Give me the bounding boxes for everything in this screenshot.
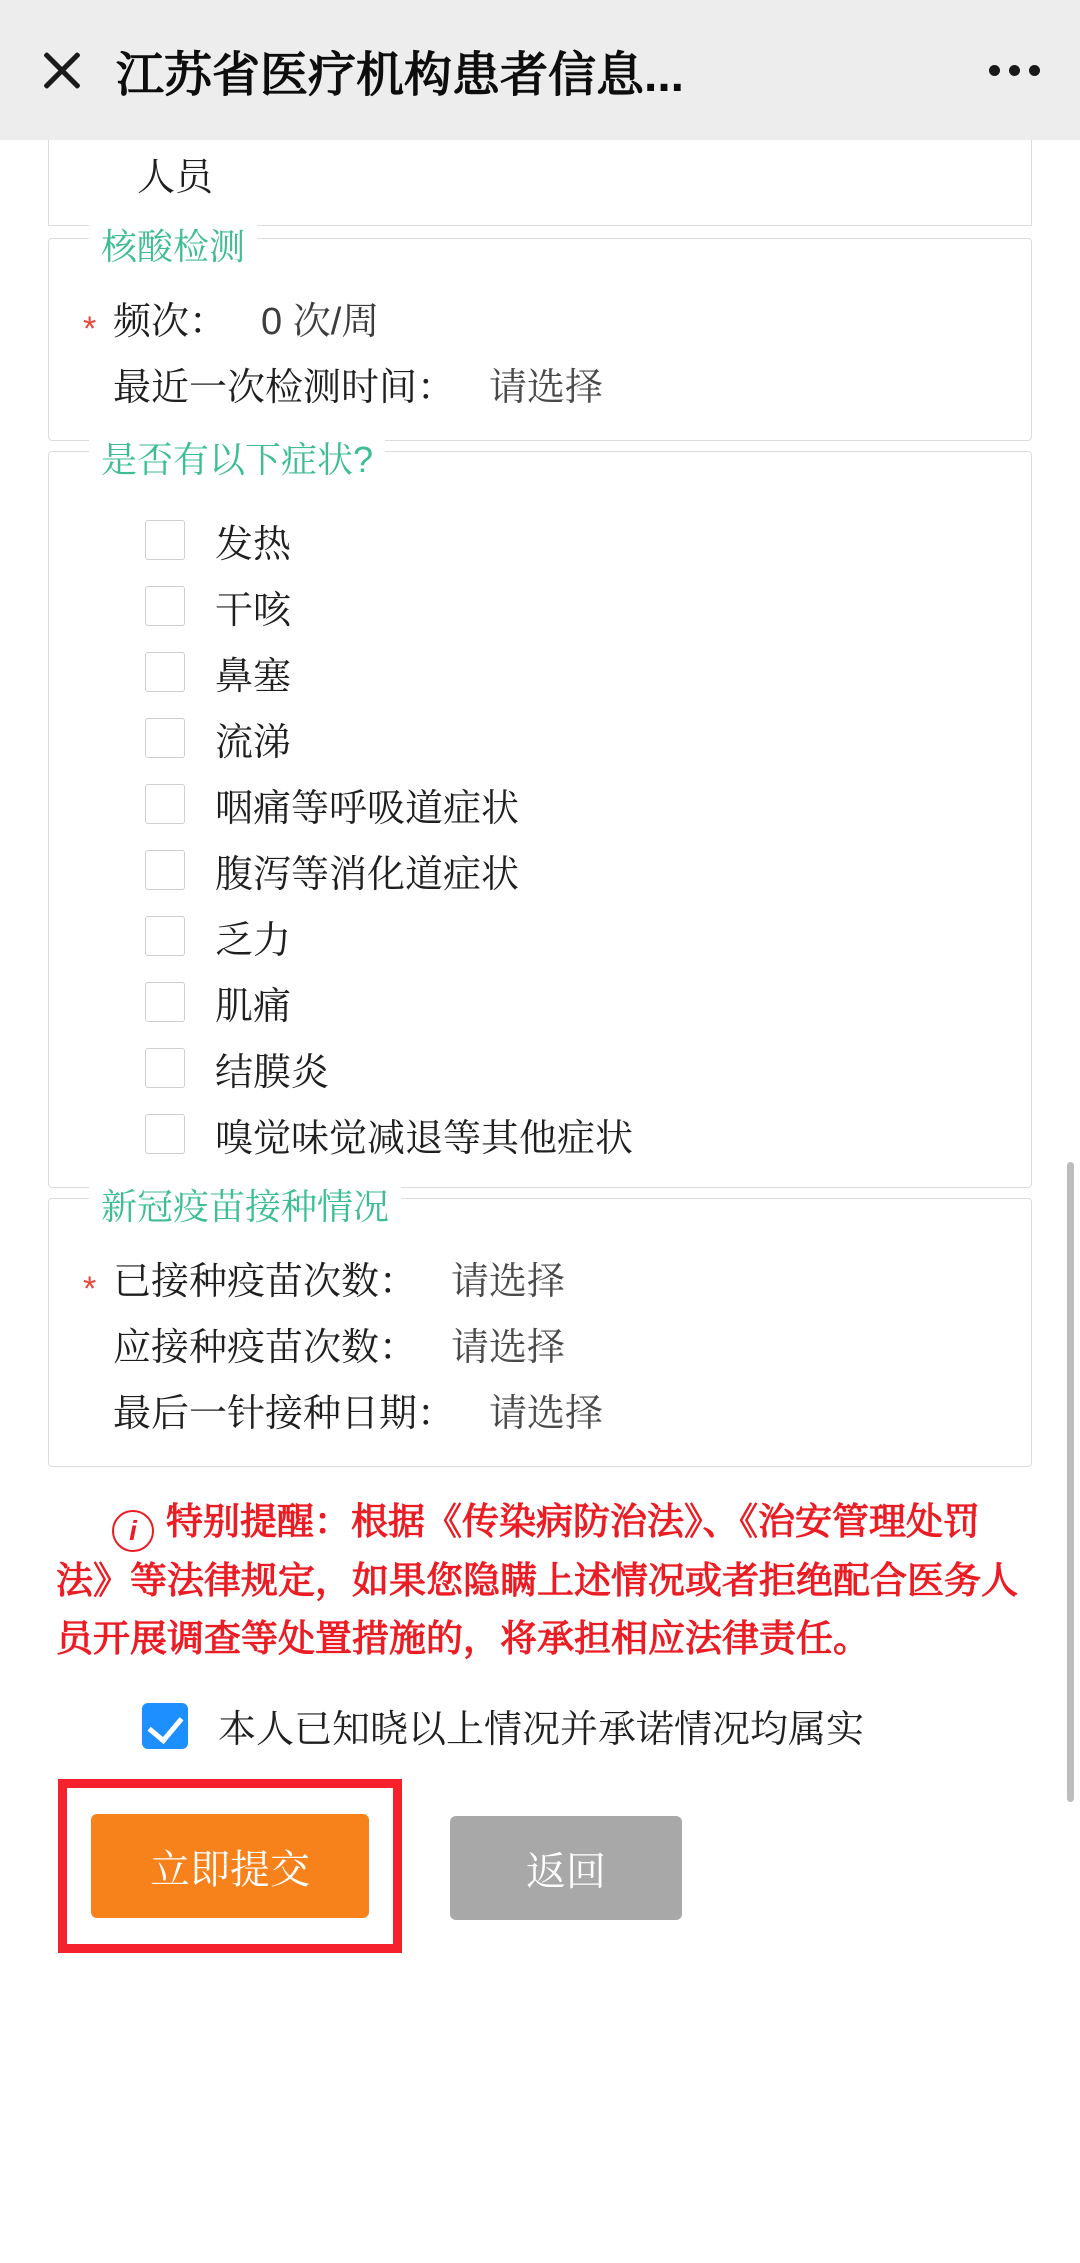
symptom-label: 干咳 xyxy=(215,589,292,632)
list-item[interactable] xyxy=(83,771,1005,837)
symptom-label: 鼻塞 xyxy=(215,655,292,698)
group-vaccination xyxy=(48,1186,1032,1467)
list-item[interactable] xyxy=(83,837,1005,903)
symptom-label: 乏力 xyxy=(215,919,292,962)
field-last-test-time[interactable] xyxy=(75,356,1005,422)
field-doses-received[interactable] xyxy=(75,1250,1005,1316)
field-doses-required[interactable] xyxy=(75,1316,1005,1382)
list-item[interactable] xyxy=(83,969,1005,1035)
field-label: 最后一针接种日期： xyxy=(113,1393,456,1435)
group-nucleic-test xyxy=(48,226,1032,441)
list-item[interactable] xyxy=(83,1101,1005,1167)
checkbox-icon[interactable] xyxy=(145,1048,185,1088)
symptom-list xyxy=(75,503,1005,1169)
field-test-frequency[interactable] xyxy=(75,290,1005,356)
symptom-label: 肌痛 xyxy=(215,985,292,1028)
group-legend-nucleic: 核酸检测 xyxy=(89,219,257,270)
action-buttons xyxy=(48,1779,1032,1953)
checkbox-icon[interactable] xyxy=(145,718,185,758)
field-label: 最近一次检测时间： xyxy=(113,367,456,409)
list-item[interactable] xyxy=(83,903,1005,969)
checkbox-icon[interactable] xyxy=(145,850,185,890)
field-last-dose-date[interactable] xyxy=(75,1382,1005,1448)
field-value[interactable]: 请选择 xyxy=(451,1327,566,1369)
checkbox-icon[interactable] xyxy=(145,1114,185,1154)
list-item[interactable] xyxy=(83,1035,1005,1101)
list-item[interactable] xyxy=(83,705,1005,771)
group-symptoms xyxy=(48,439,1032,1188)
more-options-icon[interactable] xyxy=(989,65,1044,76)
symptom-label: 嗅觉味觉减退等其他症状 xyxy=(215,1117,634,1160)
list-item[interactable] xyxy=(83,573,1005,639)
submit-button[interactable]: 立即提交 xyxy=(91,1814,369,1918)
checkbox-icon[interactable] xyxy=(145,784,185,824)
consent-label: 本人已知晓以上情况并承诺情况均属实 xyxy=(218,1709,865,1751)
legal-notice-text: 特别提醒：根据《传染病防治法》、《治安管理处罚法》等法律规定，如果您隐瞒上述情况或者拒绝配合医务人员开展调查等处置措施的，将承担相应法律责任。 xyxy=(56,1501,1018,1659)
symptom-label: 咽痛等呼吸道症状 xyxy=(215,787,520,830)
symptom-label: 发热 xyxy=(215,523,292,566)
checkbox-icon[interactable] xyxy=(145,520,185,560)
symptom-label: 结膜炎 xyxy=(215,1051,330,1094)
required-marker: * xyxy=(83,310,97,348)
back-button[interactable]: 返回 xyxy=(450,1816,682,1920)
consent-checkbox-icon[interactable] xyxy=(142,1703,188,1749)
legal-notice xyxy=(48,1477,1032,1676)
field-value[interactable]: 请选择 xyxy=(451,1261,566,1303)
required-marker-placeholder xyxy=(83,1338,113,1372)
submit-highlight-box xyxy=(58,1779,402,1953)
symptom-label: 流涕 xyxy=(215,721,292,764)
checkbox-icon[interactable] xyxy=(145,916,185,956)
required-marker-placeholder xyxy=(83,378,113,412)
field-value[interactable]: 0 次/周 xyxy=(261,301,380,343)
page-title: 江苏省医疗机构患者信息... xyxy=(116,48,685,102)
field-label: 频次： xyxy=(113,301,228,343)
cut-off-text: 人员 xyxy=(137,157,214,199)
required-marker: * xyxy=(83,1270,97,1308)
close-icon[interactable] xyxy=(36,44,88,96)
field-value[interactable]: 请选择 xyxy=(489,367,604,409)
symptom-label: 腹泻等消化道症状 xyxy=(215,853,520,896)
group-legend-vaccination: 新冠疫苗接种情况 xyxy=(89,1179,401,1230)
form-content xyxy=(0,140,1080,2263)
consent-row[interactable] xyxy=(48,1676,1032,1771)
field-label: 应接种疫苗次数： xyxy=(113,1327,418,1369)
group-cut-off xyxy=(48,140,1032,226)
required-marker-placeholder xyxy=(83,1404,113,1438)
list-item[interactable] xyxy=(83,507,1005,573)
checkbox-icon[interactable] xyxy=(145,982,185,1022)
vertical-scrollbar[interactable] xyxy=(1067,1162,1074,1802)
field-value[interactable]: 请选择 xyxy=(489,1393,604,1435)
info-icon: i xyxy=(112,1510,154,1552)
checkbox-icon[interactable] xyxy=(145,652,185,692)
field-label: 已接种疫苗次数： xyxy=(113,1261,418,1303)
titlebar xyxy=(0,0,1080,140)
checkbox-icon[interactable] xyxy=(145,586,185,626)
group-legend-symptoms: 是否有以下症状? xyxy=(89,432,385,483)
list-item[interactable] xyxy=(83,639,1005,705)
